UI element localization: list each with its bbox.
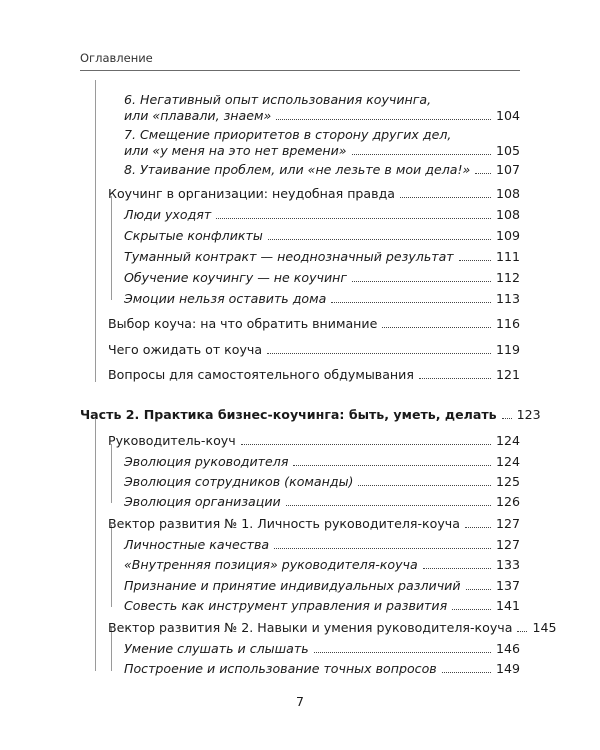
- toc-entry-page: 105: [495, 143, 520, 158]
- toc-entry-page: 107: [495, 162, 520, 177]
- toc-entry-page: 108: [495, 186, 520, 201]
- toc-entry-title: 8. Утаивание проблем, или «не лезьте в мои дела!»: [124, 162, 471, 177]
- toc-section-entry[interactable]: [108, 516, 520, 532]
- toc-section-entry[interactable]: [108, 367, 520, 383]
- dot-leader: [352, 281, 491, 282]
- toc-entry-title: Признание и принятие индивидуальных различий: [124, 578, 461, 593]
- toc-entry-page: 146: [495, 641, 520, 656]
- toc-entry-page: 141: [495, 598, 520, 613]
- dot-leader: [382, 327, 491, 328]
- toc-entry-title: Эмоции нельзя оставить дома: [124, 291, 327, 306]
- toc-entry[interactable]: [124, 454, 520, 470]
- toc-entry-page: 123: [516, 407, 541, 422]
- vertical-rule: [111, 444, 112, 503]
- toc-entry-title: Чего ожидать от коуча: [108, 342, 263, 357]
- toc-entry-page: 111: [495, 249, 520, 264]
- toc-entry-page: 112: [495, 270, 520, 285]
- toc-entry-title: Личностные качества: [124, 537, 270, 552]
- toc-entry[interactable]: [124, 598, 520, 614]
- toc-entry-title: Руководитель-коуч: [108, 433, 236, 448]
- toc-entry[interactable]: [124, 249, 520, 265]
- toc-entry-page: 126: [495, 494, 520, 509]
- toc-entry-title: Часть 2. Практика бизнес-коучинга: быть, уметь, делать: [80, 407, 497, 422]
- dot-leader: [419, 378, 491, 379]
- toc-entry[interactable]: [124, 578, 520, 594]
- toc-entry[interactable]: [124, 207, 520, 223]
- toc-section-entry[interactable]: [108, 342, 520, 358]
- toc-entry-title: Вопросы для самостоятельного обдумывания: [108, 367, 414, 382]
- toc-entry-title: Вектор развития № 1. Личность руководителя-коуча: [108, 516, 460, 531]
- dot-leader: [475, 173, 491, 174]
- toc-entry-title: Умение слушать и слышать: [124, 641, 309, 656]
- toc-entry-continuation: [124, 127, 520, 143]
- toc-entry-page: 113: [495, 291, 520, 306]
- toc-entry[interactable]: [124, 143, 520, 159]
- toc-entry[interactable]: [124, 494, 520, 510]
- dot-leader: [400, 197, 491, 198]
- toc-section-entry[interactable]: [108, 186, 520, 202]
- toc-entry-page: 133: [495, 557, 520, 572]
- dot-leader: [267, 353, 491, 354]
- toc-entry-page: 124: [495, 454, 520, 469]
- toc-entry-title: Люди уходят: [124, 207, 212, 222]
- toc-entry-continuation: [124, 92, 520, 108]
- dot-leader: [517, 631, 527, 632]
- toc-entry-title: Эволюция руководителя: [124, 454, 289, 469]
- dot-leader: [241, 444, 491, 445]
- toc-entry-page: 116: [495, 316, 520, 331]
- toc-entry-page: 145: [532, 620, 557, 635]
- dot-leader: [466, 589, 491, 590]
- running-header-title: Оглавление: [80, 51, 153, 65]
- toc-entry[interactable]: [124, 537, 520, 553]
- toc-entry[interactable]: [124, 474, 520, 490]
- toc-entry[interactable]: [124, 162, 520, 178]
- vertical-rule: [111, 525, 112, 607]
- dot-leader: [216, 218, 491, 219]
- dot-leader: [465, 527, 491, 528]
- toc-entry-title: Совесть как инструмент управления и развития: [124, 598, 448, 613]
- toc-entry-title: Туманный контракт — неоднозначный результат: [124, 249, 454, 264]
- dot-leader: [293, 465, 491, 466]
- page-number: 7: [296, 694, 304, 709]
- toc-entry-page: 124: [495, 433, 520, 448]
- toc-entry[interactable]: [124, 641, 520, 657]
- vertical-rule: [95, 419, 96, 671]
- toc-entry-page: 119: [495, 342, 520, 357]
- toc-entry[interactable]: [124, 291, 520, 307]
- toc-entry-page: 127: [495, 537, 520, 552]
- toc-entry[interactable]: [124, 108, 520, 124]
- toc-entry-page: 149: [495, 661, 520, 676]
- toc-entry-page: 104: [495, 108, 520, 123]
- dot-leader: [286, 505, 491, 506]
- toc-section-entry[interactable]: [108, 433, 520, 449]
- dot-leader: [314, 652, 491, 653]
- dot-leader: [423, 568, 491, 569]
- toc-entry-title: Скрытые конфликты: [124, 228, 263, 243]
- toc-entry-title: Выбор коуча: на что обратить внимание: [108, 316, 378, 331]
- toc-entry-title-line1: 6. Негативный опыт использования коучинга,: [124, 92, 432, 107]
- dot-leader: [352, 154, 491, 155]
- vertical-rule: [111, 196, 112, 300]
- toc-entry-page: 108: [495, 207, 520, 222]
- dot-leader: [502, 418, 512, 419]
- dot-leader: [268, 239, 491, 240]
- toc-entry-title: или «у меня на это нет времени»: [124, 143, 347, 158]
- toc-entry-title: Построение и использование точных вопросов: [124, 661, 437, 676]
- toc-entry-title: Обучение коучингу — не коучинг: [124, 270, 348, 285]
- toc-entry-title: «Внутренняя позиция» руководителя-коуча: [124, 557, 418, 572]
- toc-entry-title: или «плавали, знаем»: [124, 108, 272, 123]
- toc-entry[interactable]: [124, 228, 520, 244]
- dot-leader: [276, 119, 491, 120]
- dot-leader: [459, 260, 491, 261]
- dot-leader: [442, 672, 491, 673]
- vertical-rule: [95, 80, 96, 382]
- toc-entry-title: Вектор развития № 2. Навыки и умения руководителя-коуча: [108, 620, 513, 635]
- toc-entry-title: Эволюция сотрудников (команды): [124, 474, 354, 489]
- toc-entry-page: 109: [495, 228, 520, 243]
- toc-entry[interactable]: [124, 270, 520, 286]
- toc-entry-page: 125: [495, 474, 520, 489]
- toc-entry[interactable]: [124, 557, 520, 573]
- toc-entry-title-line1: 7. Смещение приоритетов в сторону других дел,: [124, 127, 452, 142]
- toc-section-entry[interactable]: [108, 620, 557, 636]
- dot-leader: [331, 302, 491, 303]
- toc-entry[interactable]: [124, 661, 520, 677]
- toc-entry-title: Эволюция организации: [124, 494, 281, 509]
- dot-leader: [274, 548, 491, 549]
- toc-entry-page: 127: [495, 516, 520, 531]
- toc-part-entry[interactable]: [80, 407, 541, 423]
- toc-entry-page: 137: [495, 578, 520, 593]
- toc-section-entry[interactable]: [108, 316, 520, 332]
- toc-entry-title: Коучинг в организации: неудобная правда: [108, 186, 395, 201]
- dot-leader: [358, 485, 491, 486]
- dot-leader: [452, 609, 491, 610]
- toc-entry-page: 121: [495, 367, 520, 382]
